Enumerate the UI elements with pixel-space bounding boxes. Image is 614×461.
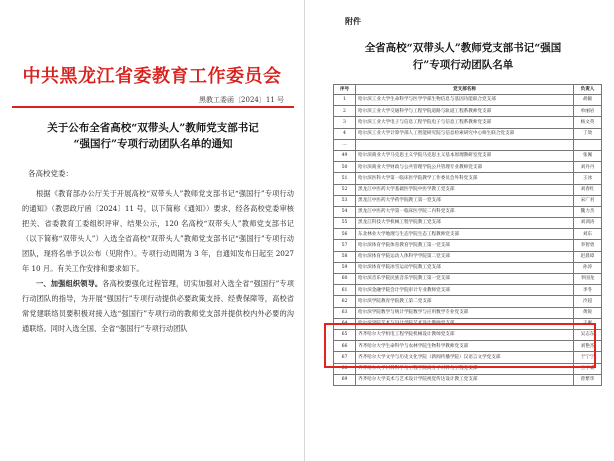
team-list-table [333,84,602,386]
table-row [334,374,602,385]
notice-title [10,120,296,152]
table-row [334,352,602,363]
row-number: 63 [334,307,356,318]
row-branch-name: 黑龙江中医药大学基础医学院中医学教工党支部 [356,184,574,195]
row-leader: 冷超 [574,296,602,307]
row-branch-name: 哈尔滨学院数学与统计学院数学与应用数学专业党支部 [356,307,574,318]
row-leader: 胡颖 [574,95,602,106]
col-header-branch: 党支部名称 [356,85,574,95]
row-leader: 李冬 [574,285,602,296]
attachment-page [309,0,614,461]
row-leader: 李智勇 [574,240,602,251]
row-branch-name: 哈尔滨商业大学马克思主义学院马克思主义基本原理教研室党支部 [356,150,574,161]
notice-body [22,186,294,336]
row-leader: 赵晨璋 [574,251,602,262]
row-number: 4 [334,128,356,139]
table-row [334,229,602,240]
row-leader: 刘春红 [574,184,602,195]
row-leader: 丁效 [574,128,602,139]
table-row [334,106,602,117]
row-number: 67 [334,352,356,363]
row-leader: 刘东 [574,229,602,240]
row-leader: 孙涛 [574,262,602,273]
row-number: 51 [334,173,356,184]
row-branch-name: 东北林业大学地理与生态学院生态工程教师党支部 [356,229,574,240]
row-branch-name: 哈尔滨音乐学院民族音乐学院教工第一党支部 [356,274,574,285]
row-number: 64 [334,318,356,329]
table-row [334,251,602,262]
list-title [323,40,603,74]
table-row [334,341,602,352]
row-branch-name: 哈尔滨医科大学第一临床医学院教学工作委员会外科党支部 [356,173,574,184]
row-branch-name [356,139,574,150]
table-row [334,95,602,106]
row-number: 3 [334,117,356,128]
row-branch-name: 哈尔滨商业大学财政与公共管理学院公共管理专业教师党支部 [356,162,574,173]
row-number: 62 [334,296,356,307]
col-header-leader: 负责人 [574,85,602,95]
table-row [334,173,602,184]
row-number: 50 [334,162,356,173]
row-leader: 吴志东 [574,329,602,340]
row-number: 60 [334,274,356,285]
row-branch-name: 哈尔滨学院教育学院教工第二党支部 [356,296,574,307]
table-row [334,139,602,150]
row-number: 66 [334,341,356,352]
table-row [334,240,602,251]
row-leader: 张佩 [574,150,602,161]
row-leader: 单丽岩 [574,106,602,117]
row-branch-name: 黑龙江中医药大学第一临床医学院二内科党支部 [356,206,574,217]
table-row [334,363,602,374]
table-row [334,307,602,318]
table-row [334,206,602,217]
row-leader: 刘丹丹 [574,162,602,173]
row-leader: 王宇威 [574,363,602,374]
issuer-header: 中共黑龙江省委教育工作委员会 [22,66,282,87]
row-branch-name: 齐齐哈尔大学材料科学与工程学院高分子材料与工程党支部 [356,363,574,374]
notice-page [0,0,305,461]
row-branch-name: 黑龙江中医药大学药学院教工第一党支部 [356,195,574,206]
list-title-line-2: 行”专项行动团队名单 [412,59,514,71]
row-number: … [334,139,356,150]
table-row [334,150,602,161]
notice-title-line-1: 关于公布全省高校“双带头人”教师党支部书记 [47,122,259,134]
row-number: 49 [334,150,356,161]
row-number: 55 [334,218,356,229]
row-leader: 王冰 [574,173,602,184]
row-leader: 于宁宁 [574,352,602,363]
row-branch-name: 哈尔滨工业大学生命科学与医学学部生物信息与基因功能联合党支部 [356,95,574,106]
row-branch-name: 哈尔滨学院艺术与设计学院艺术设计教师党支部 [356,318,574,329]
attachment-label: 附件 [345,16,361,26]
row-number: 2 [334,106,356,117]
table-body [334,95,602,386]
body-paragraph-2 [22,276,294,336]
document-number: 黑教工委函〔2024〕11 号 [199,96,284,104]
row-branch-name: 哈尔滨体育学院运动人体科学学院第二党支部 [356,251,574,262]
section-heading: 一、加强组织领导。 [36,279,103,288]
table-row [334,162,602,173]
row-branch-name: 哈尔滨体育学院体育教育学院教工第一党支部 [356,240,574,251]
col-header-number: 序号 [334,85,356,95]
table-row [334,318,602,329]
row-branch-name: 哈尔滨体育学院冰雪运动学院教工党支部 [356,262,574,273]
row-leader: 王惠 [574,318,602,329]
table-row [334,218,602,229]
row-leader: 黄锐 [574,307,602,318]
row-branch-name: 齐齐哈尔大学生命科学与农林学院生物科学教师党支部 [356,341,574,352]
body-paragraph: 根据《教育部办公厅关于开展高校“双带头人”教师党支部书记“强国行”专项行动的通知》（教思政厅函〔2024〕11 号，以下简称《通知》）要求，经各高校党委审核把关、省委教育工委组织评审、结果公示，120 名高校“双带头人”教师党支部书记（以下简称“双带头人”）入选全省高校“双带头人”教师党支部书记“强国行”专项行动团队，现将名单予以公布（见附件）。专项行动周期为 3 年，自通知发布日起至 2027 年 10 月。有关工作安排和要求如下。 [22,189,294,273]
salutation: 各高校党委： [28,169,73,178]
row-number: 52 [334,184,356,195]
table-row [334,329,602,340]
table-row [334,117,602,128]
notice-title-line-2: “强国行”专项行动团队名单的通知 [73,138,233,150]
row-number: 1 [334,95,356,106]
row-leader: 杨文英 [574,117,602,128]
table-row [334,285,602,296]
table-row [334,195,602,206]
section-text: 各高校要强化过程管理，切实加强对入选全省“强国行”专项行动团队的指导，为开展“强国行”专项行动提供必要政策支持、经费保障等，高校省常党建联络员要积极对接入选“强国行”专项行动的教师党支部并提供校内外必要的沟通联络。同时入选全国、全省“强国行”专项行动团队 [22,279,294,333]
row-branch-name: 哈尔滨工业大学交通科学与工程学院道路与轨道工程系教师党支部 [356,106,574,117]
row-number: 53 [334,195,356,206]
table-row [334,128,602,139]
row-branch-name: 哈尔滨工业大学电子与信息工程学院电子与信息工程系教师党支部 [356,117,574,128]
row-branch-name: 齐齐哈尔大学机电工程学院机械设计教师党支部 [356,329,574,340]
row-leader: 曾繁华 [574,374,602,385]
row-leader: 宋广君 [574,195,602,206]
row-branch-name: 哈尔滨金融学院会计学院审计专业教师党支部 [356,285,574,296]
row-number: 68 [334,363,356,374]
row-number: 57 [334,240,356,251]
row-leader: 刘艳杰 [574,341,602,352]
row-number: 59 [334,262,356,273]
row-branch-name: 齐齐哈尔大学美术与艺术设计学院视觉传达设计教工党支部 [356,374,574,385]
table-header-row [334,85,602,95]
row-leader [574,139,602,150]
row-number: 54 [334,206,356,217]
list-title-line-1: 全省高校“双带头人”教师党支部书记“强国 [364,42,562,54]
row-branch-name: 黑龙江科技大学机械工程学院教工党支部 [356,218,574,229]
row-number: 58 [334,251,356,262]
row-branch-name: 哈尔滨工业大学计算学部人工智能研究院与信息检索研究中心师生联合党支部 [356,128,574,139]
header-divider [12,106,294,108]
table-row [334,274,602,285]
row-branch-name: 齐齐哈尔大学文学与历史文化学院（新闻传播学院）汉语言文学党支部 [356,352,574,363]
table-row [334,184,602,195]
table-row [334,262,602,273]
row-leader: 李国龙 [574,274,602,285]
row-number: 56 [334,229,356,240]
row-leader: 刘训涛 [574,218,602,229]
row-number: 65 [334,329,356,340]
table-row [334,296,602,307]
row-leader: 魏力杰 [574,206,602,217]
row-number: 69 [334,374,356,385]
row-number: 61 [334,285,356,296]
